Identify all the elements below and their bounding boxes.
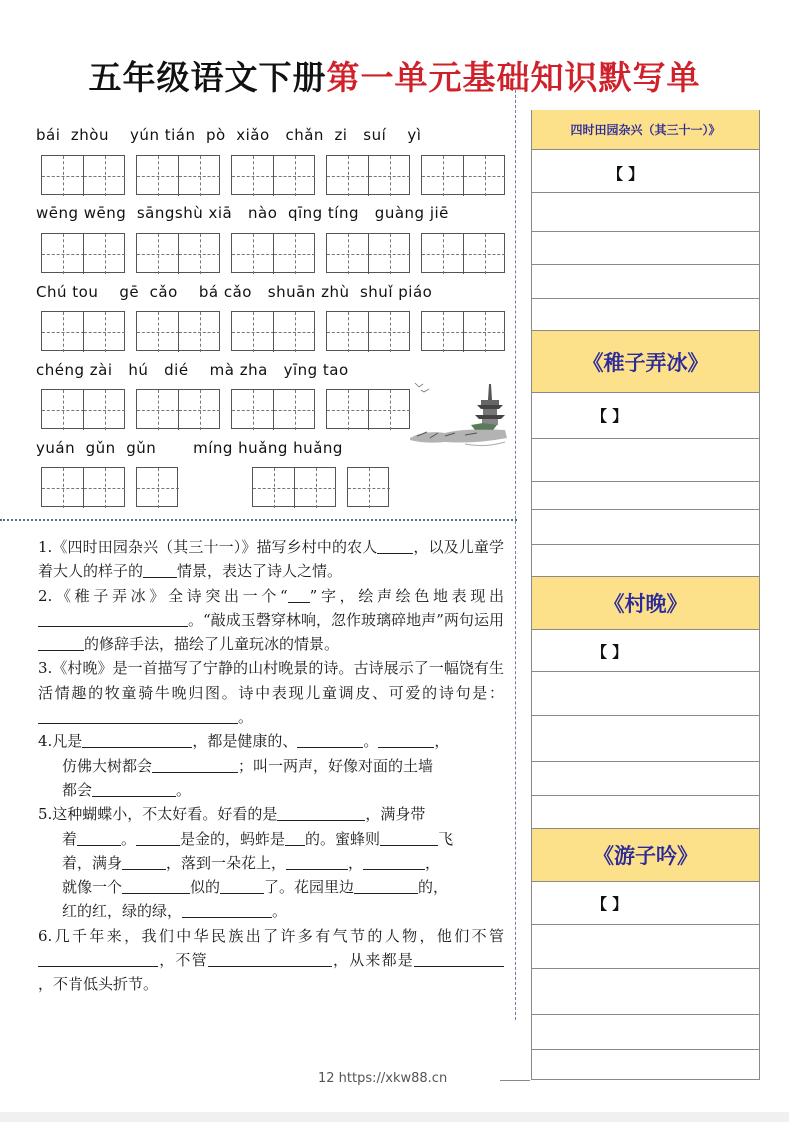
character-cell[interactable]	[83, 390, 125, 430]
title-unit-part: 第一单元基础知识默写单	[326, 58, 701, 97]
writing-box[interactable]	[326, 311, 410, 351]
writing-line[interactable]	[532, 544, 759, 545]
vertical-dotted-divider	[515, 90, 516, 1020]
answer-blank[interactable]	[182, 901, 272, 918]
writing-line[interactable]	[532, 298, 759, 299]
answer-blank[interactable]	[38, 610, 188, 627]
answer-blank[interactable]	[288, 586, 310, 603]
answer-blank[interactable]	[277, 804, 365, 821]
panel-bottom-border	[531, 1079, 760, 1080]
character-cell[interactable]	[178, 156, 220, 196]
pinyin-row-3: Chú tou gē cǎo bá cǎo shuān zhù shuǐ piáo	[36, 283, 433, 301]
writing-line[interactable]	[532, 968, 759, 969]
answer-blank[interactable]	[286, 853, 348, 870]
character-cell[interactable]	[42, 390, 84, 430]
answer-blank[interactable]	[377, 537, 413, 554]
character-cell[interactable]	[463, 234, 505, 274]
poem-header-youzi: 《游子吟》	[532, 828, 759, 882]
character-cell[interactable]	[42, 468, 84, 508]
answer-blank[interactable]	[92, 780, 176, 797]
character-cell[interactable]	[294, 468, 336, 508]
character-cell[interactable]	[178, 312, 220, 352]
answer-blank[interactable]	[363, 853, 425, 870]
writing-line[interactable]	[532, 509, 759, 510]
writing-box[interactable]	[231, 389, 315, 429]
character-cell[interactable]	[273, 156, 315, 196]
character-cell[interactable]	[83, 468, 125, 508]
answer-blank[interactable]	[38, 707, 238, 724]
writing-box[interactable]	[231, 311, 315, 351]
author-bracket[interactable]: 【 】	[608, 165, 644, 183]
pinyin-row-2: wēng wēng sāngshù xiā nào qīng tíng guàng jiē	[36, 204, 449, 222]
writing-line[interactable]	[532, 192, 759, 193]
page-title	[0, 52, 789, 99]
questions-section	[38, 535, 504, 997]
character-cell[interactable]	[253, 468, 295, 508]
writing-box[interactable]	[326, 389, 410, 429]
answer-blank[interactable]	[220, 877, 264, 894]
title-grade-part: 五年级语文下册	[88, 58, 327, 97]
writing-line[interactable]	[532, 1049, 759, 1050]
character-cell[interactable]	[273, 234, 315, 274]
writing-line[interactable]	[532, 924, 759, 925]
question-3: 3.《村晚》是一首描写了宁静的山村晚景的诗。古诗展示了一幅饶有生活情趣的牧童骑牛晚归图。诗中表现儿童调皮、可爱的诗句是：。	[38, 659, 504, 727]
pinyin-row-4: chéng zài hú dié mà zha yīng tao	[36, 361, 349, 379]
writing-box[interactable]	[136, 233, 220, 273]
writing-line[interactable]	[532, 671, 759, 672]
writing-box[interactable]	[326, 155, 410, 195]
question-6: 6.几千年来，我们中华民族出了许多有气节的人物，他们不管，不管 ，从来都是，不肯低头折节。	[38, 926, 504, 994]
answer-blank[interactable]	[38, 950, 158, 967]
writing-box[interactable]	[41, 467, 125, 507]
writing-line[interactable]	[532, 715, 759, 716]
writing-line[interactable]	[532, 438, 759, 439]
character-cell[interactable]	[42, 234, 84, 274]
writing-box[interactable]	[231, 155, 315, 195]
writing-box[interactable]	[41, 311, 125, 351]
question-1: 1.《四时田园杂兴（其三十一）》描写乡村中的农人 ，以及儿童学着大人的样子的 情景，表达了诗人之情。	[38, 538, 504, 581]
answer-blank[interactable]	[122, 853, 166, 870]
answer-blank[interactable]	[82, 731, 192, 748]
character-cell[interactable]	[368, 156, 410, 196]
answer-blank[interactable]	[380, 829, 438, 846]
writing-box[interactable]	[136, 389, 220, 429]
writing-box[interactable]	[41, 155, 125, 195]
character-cell[interactable]	[327, 312, 369, 352]
poem-header-sishi: 四时田园杂兴（其三十一）》	[532, 110, 759, 150]
character-cell[interactable]	[137, 312, 179, 352]
pagoda-illustration-icon	[405, 378, 510, 458]
poem-header-zhizi: 《稚子弄冰》	[532, 330, 759, 393]
question-4: 4.凡是 ，都是健康的、 。 ， 仿佛大树都会 ；叫一两声，好像对面的土墙 都会 。	[38, 732, 450, 799]
answer-blank[interactable]	[122, 877, 190, 894]
character-cell[interactable]	[463, 156, 505, 196]
writing-line[interactable]	[532, 264, 759, 265]
writing-box[interactable]	[421, 233, 505, 273]
writing-box[interactable]	[252, 467, 336, 507]
writing-line[interactable]	[532, 761, 759, 762]
question-5: 5.这种蝴蝶小，不太好看。好看的是 ，满身带 着 。 是金的，蚂蚱是 的。蜜蜂则 飞 着，满身 ，落到一朵花上， ， ， 就像一个 似的 了。花园里边 的， 红的红，绿的绿， 。	[38, 805, 454, 921]
question-2: 2.《稚子弄冰》全诗突出一个“ ”字，绘声绘色地表现出。“敲成玉磬穿林响，忽作玻璃碎地声”两句运用的修辞手法，描绘了儿童玩冰的情景。	[38, 586, 504, 654]
answer-blank[interactable]	[136, 829, 180, 846]
character-cell[interactable]	[273, 390, 315, 430]
writing-line[interactable]	[532, 231, 759, 232]
character-cell[interactable]	[137, 390, 179, 430]
answer-blank[interactable]	[285, 829, 305, 846]
writing-box[interactable]	[326, 233, 410, 273]
poem-dictation-panel	[531, 110, 760, 1080]
author-bracket[interactable]: 【 】	[592, 895, 628, 913]
character-cell[interactable]	[422, 234, 464, 274]
character-cell[interactable]	[368, 390, 410, 430]
writing-box[interactable]	[421, 155, 505, 195]
author-bracket[interactable]: 【 】	[592, 407, 628, 425]
character-cell[interactable]	[178, 234, 220, 274]
pinyin-row-1: bái zhòu yún tián pò xiǎo chǎn zi suí yì	[36, 126, 422, 144]
writing-box[interactable]	[347, 467, 389, 507]
answer-blank[interactable]	[208, 950, 332, 967]
writing-box[interactable]	[231, 233, 315, 273]
character-cell[interactable]	[368, 234, 410, 274]
character-cell[interactable]	[83, 312, 125, 352]
answer-blank[interactable]	[354, 877, 418, 894]
character-cell[interactable]	[463, 312, 505, 352]
writing-box[interactable]	[41, 233, 125, 273]
character-cell[interactable]	[232, 234, 274, 274]
character-cell[interactable]	[327, 156, 369, 196]
writing-box[interactable]	[41, 389, 125, 429]
author-bracket[interactable]: 【 】	[592, 643, 628, 661]
character-cell[interactable]	[137, 156, 179, 196]
answer-blank[interactable]	[378, 731, 434, 748]
character-cell[interactable]	[232, 390, 274, 430]
character-cell[interactable]	[368, 312, 410, 352]
character-cell[interactable]	[42, 156, 84, 196]
character-cell[interactable]	[232, 312, 274, 352]
writing-box[interactable]	[136, 467, 178, 507]
writing-line[interactable]	[532, 1014, 759, 1015]
character-cell[interactable]	[327, 234, 369, 274]
character-cell[interactable]	[83, 234, 125, 274]
character-cell[interactable]	[422, 312, 464, 352]
writing-line[interactable]	[532, 795, 759, 796]
writing-line[interactable]	[532, 481, 759, 482]
character-cell[interactable]	[83, 156, 125, 196]
horizontal-dotted-divider	[0, 519, 517, 521]
footer-dash	[500, 1080, 530, 1081]
writing-box[interactable]	[136, 155, 220, 195]
answer-blank[interactable]	[414, 950, 504, 967]
character-cell[interactable]	[422, 156, 464, 196]
bottom-band	[0, 1112, 789, 1122]
writing-box[interactable]	[421, 311, 505, 351]
answer-blank[interactable]	[143, 561, 177, 578]
writing-box[interactable]	[136, 311, 220, 351]
answer-blank[interactable]	[38, 634, 84, 651]
answer-blank[interactable]	[77, 829, 121, 846]
answer-blank[interactable]	[152, 756, 238, 773]
poem-header-cunwan: 《村晚》	[532, 576, 759, 630]
page-footer: 12 https://xkw88.cn	[318, 1071, 448, 1086]
answer-blank[interactable]	[297, 731, 363, 748]
character-cell[interactable]	[178, 390, 220, 430]
character-cell[interactable]	[232, 156, 274, 196]
pinyin-row-5: yuán gǔn gǔn míng huǎng huǎng	[36, 439, 343, 457]
character-cell[interactable]	[348, 468, 390, 508]
character-cell[interactable]	[42, 312, 84, 352]
character-cell[interactable]	[137, 468, 179, 508]
character-cell[interactable]	[273, 312, 315, 352]
character-cell[interactable]	[327, 390, 369, 430]
character-cell[interactable]	[137, 234, 179, 274]
